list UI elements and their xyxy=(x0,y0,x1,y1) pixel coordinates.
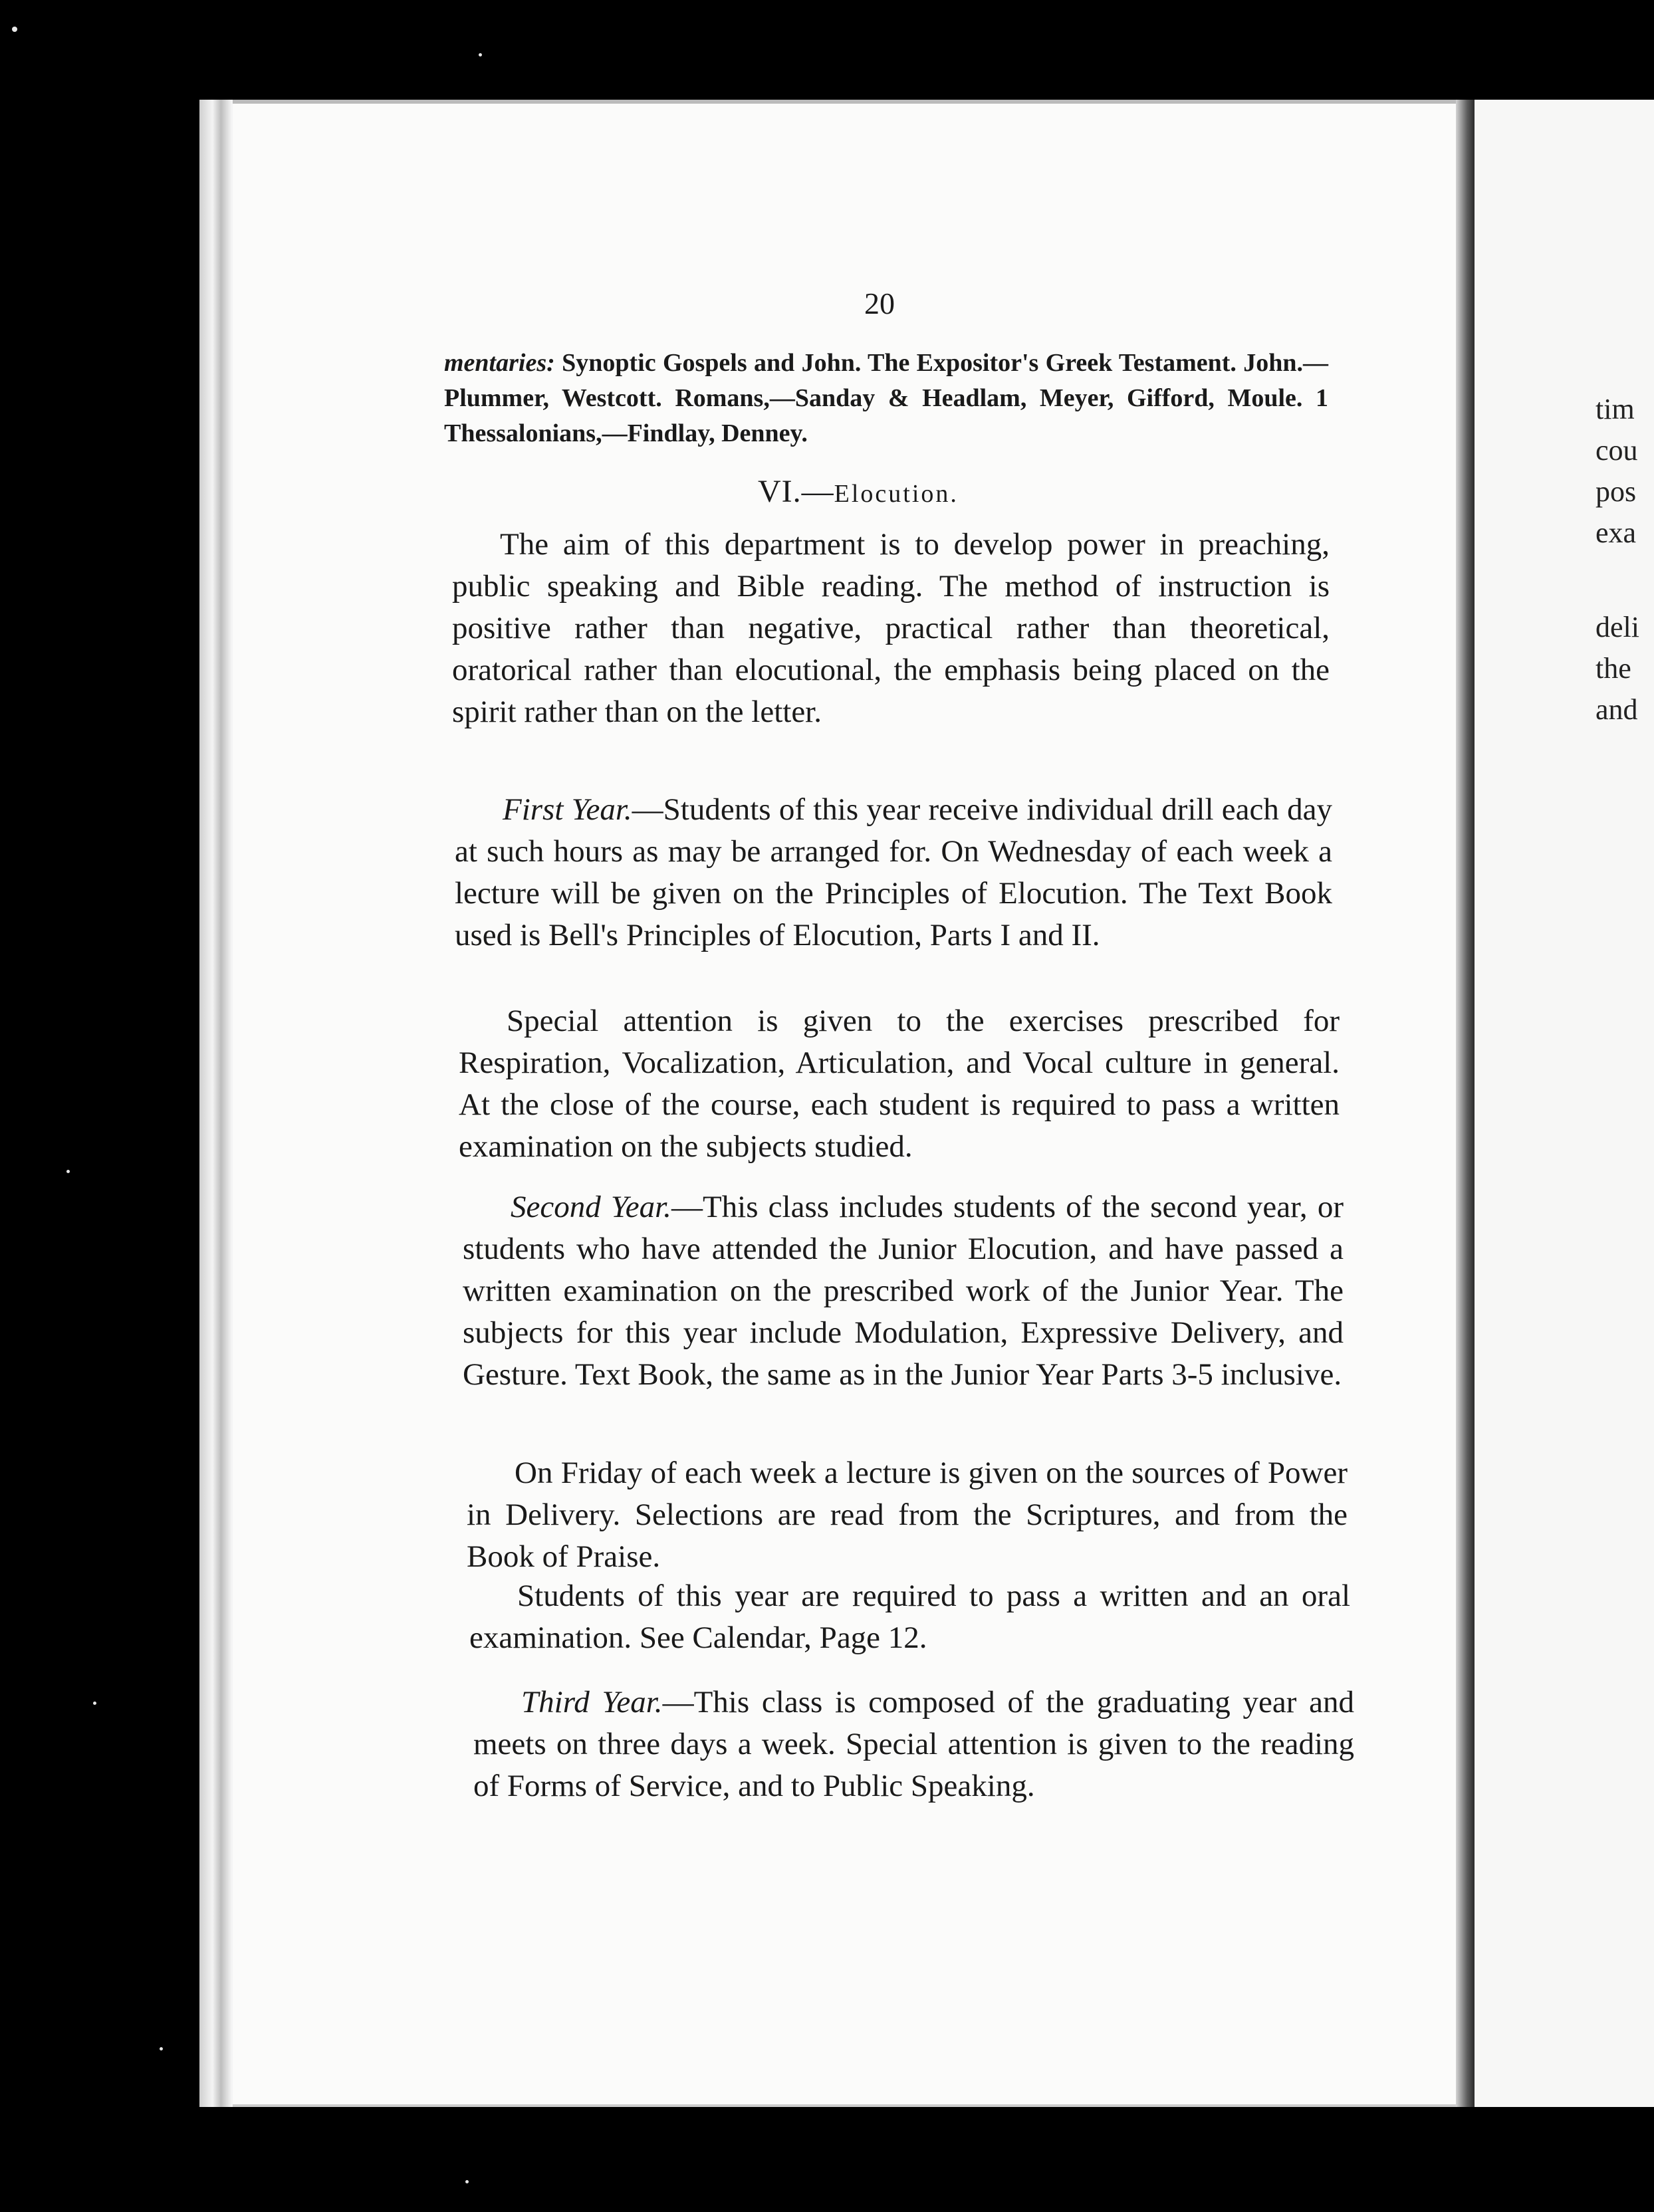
third-year-text: —This class is composed of the graduating year and meets on three days a week. Special attention is given to the reading of Forms of Service, and to Public Speaking. xyxy=(473,1685,1354,1803)
second-year-friday-paragraph xyxy=(467,1452,1348,1578)
scan-speck xyxy=(93,1702,96,1705)
second-year-friday-text: On Friday of each week a lecture is given on the sources of Power in Delivery. Selections are read from the Scriptures, and from the Book of Praise. xyxy=(467,1456,1348,1574)
second-year-label: Second Year. xyxy=(511,1190,671,1224)
scan-speck xyxy=(160,2047,163,2050)
first-year-text: —Students of this year receive individual drill each day at such hours as may be arranged for. On Wednesday of each week a lecture will be given on the Principles of Elocution. The Text Book used is Bell's Principles of Elocution, Parts I and II. xyxy=(455,792,1332,952)
facing-page-fragment: the xyxy=(1595,652,1631,685)
facing-page-fragment: deli xyxy=(1595,611,1639,643)
section-title: Elocution. xyxy=(834,480,959,508)
facing-page-fragment: tim xyxy=(1595,393,1635,425)
section-numeral: VI.— xyxy=(758,474,834,509)
first-year-special-text: Special attention is given to the exercises prescribed for Respiration, Vocalization, Articulation, and Vocal culture in general. At the close of the course, each student is required to pass a written examination on the subjects studied. xyxy=(459,1004,1340,1164)
section-heading xyxy=(758,473,959,510)
facing-page-fragment: cou xyxy=(1595,434,1638,467)
second-year-text: —This class includes students of the second year, or students who have attended the Junior Elocution, and have passed a written examination on the prescribed work of the Junior Year. The subjects for this year include Modulation, Expressive Delivery, and Gesture. Text Book, the same as in the Junior Year Parts 3-5 inclusive. xyxy=(463,1190,1344,1392)
scan-speck xyxy=(479,53,482,56)
page-number: 20 xyxy=(864,286,895,320)
commentaries-text: Synoptic Gospels and John. The Expositor's Greek Testament. John.—Plummer, Westcott. Romans,—Sanday & Headlam, Meyer, Gifford, Moule. 1 Thessalonians,—Findlay, Denney. xyxy=(444,349,1329,447)
facing-page-fragment: and xyxy=(1595,693,1638,726)
facing-page-fragment: pos xyxy=(1595,475,1637,508)
commentaries-label: mentaries: xyxy=(444,349,555,377)
second-year-exam-text: Students of this year are required to pass a written and an oral examination. See Calendar, Page 12. xyxy=(469,1579,1350,1655)
scan-speck xyxy=(66,1170,70,1173)
intro-paragraph xyxy=(452,524,1330,733)
first-year-paragraph xyxy=(455,789,1332,956)
third-year-paragraph xyxy=(473,1682,1354,1807)
second-year-exam-paragraph xyxy=(469,1575,1350,1659)
scan-speck xyxy=(12,27,17,32)
first-year-special-paragraph xyxy=(459,1000,1340,1168)
first-year-label: First Year. xyxy=(503,792,632,827)
facing-page-fragment: exa xyxy=(1595,516,1637,549)
second-year-paragraph xyxy=(463,1186,1344,1396)
third-year-label: Third Year. xyxy=(521,1685,663,1719)
intro-text: The aim of this department is to develop power in preaching, public speaking and Bible reading. The method of instruction is positive rather than negative, practical rather than theoretical, oratorical rather than elocutional, the emphasis being placed on the spirit rather than on the letter. xyxy=(452,527,1330,729)
book-spine-shadow xyxy=(1456,100,1475,2107)
scan-speck xyxy=(465,2180,469,2183)
commentaries-paragraph xyxy=(444,346,1328,451)
